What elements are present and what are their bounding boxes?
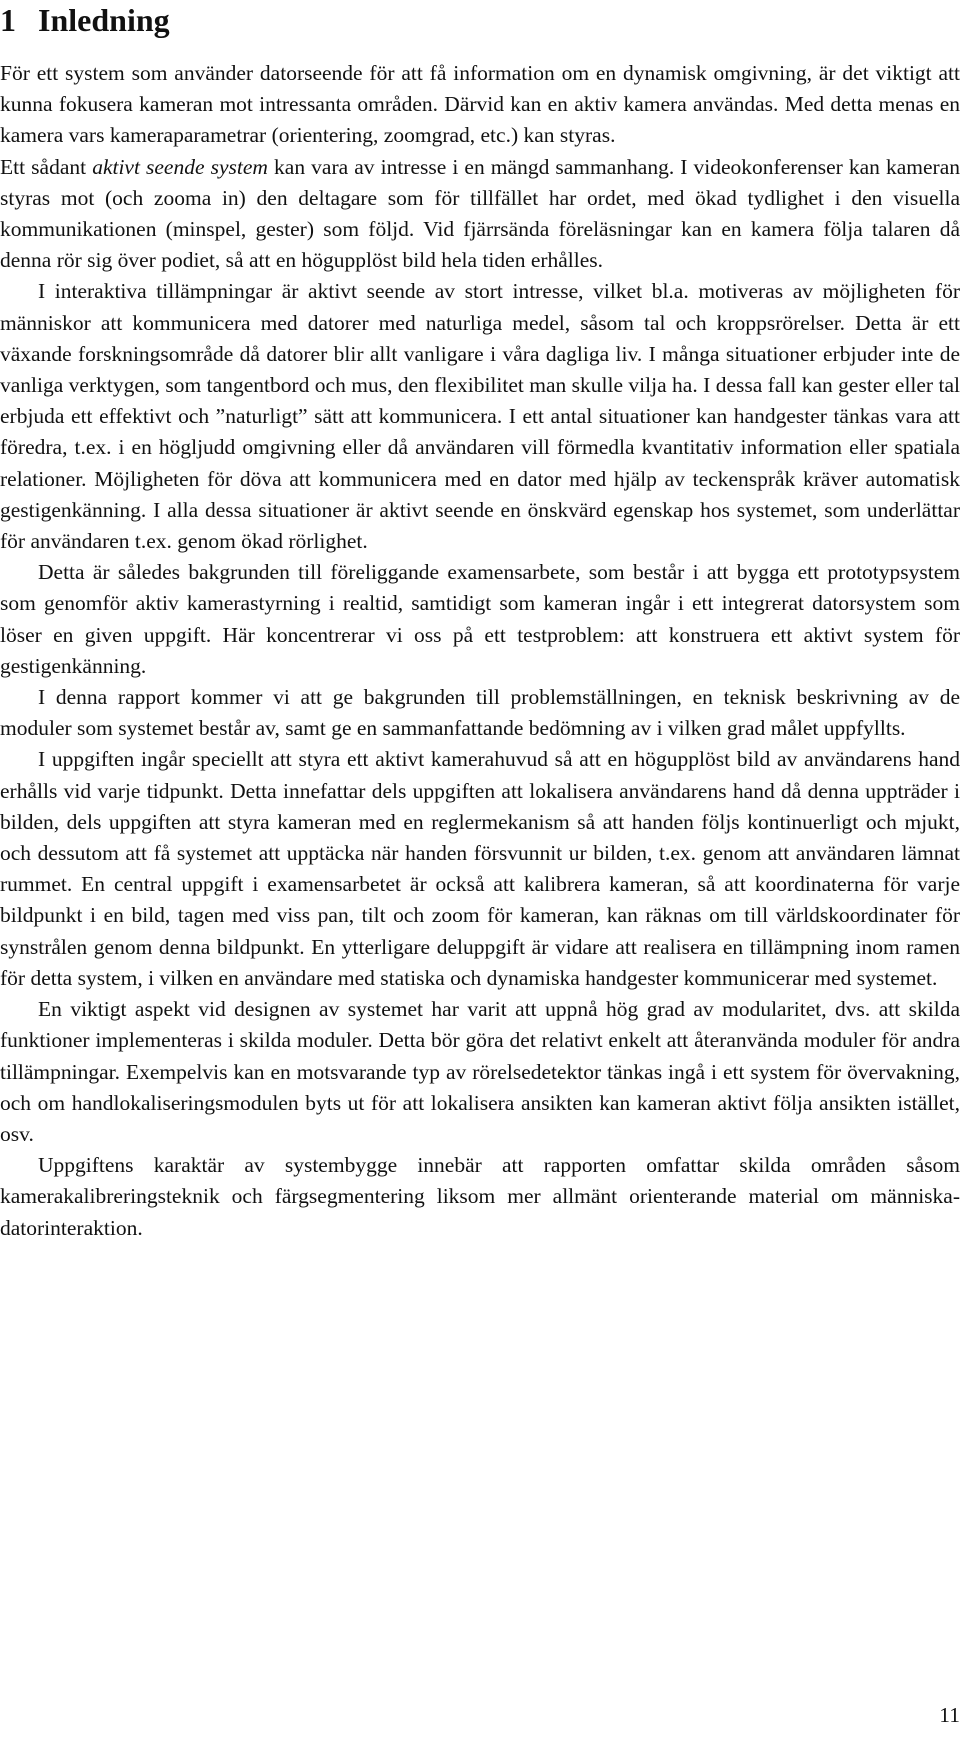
paragraph-background: Detta är således bakgrunden till föreliggande examensarbete, som består i att bygga ett prototypsystem som genomför aktiv kamerastyrning i realtid, samtidigt som kameran ingår i ett integrerat datorsystem som löser en given uppgift. Här koncentrerar vi oss på ett testproblem: att konstruera ett aktivt system för gestigenkänning. xyxy=(0,560,960,678)
paragraph-scope: Uppgiftens karaktär av systembygge innebär att rapporten omfattar skilda områden såsom kamerakalibreringsteknik och färgsegmentering liksom mer allmänt orienterande material om människa-datorinteraktion. xyxy=(0,1153,960,1240)
paragraph-modularity: En viktigt aspekt vid designen av systemet har varit att uppnå hög grad av modularitet, dvs. att skilda funktioner implementeras i skilda moduler. Detta bör göra det relativt enkelt att återanvända moduler för andra tillämpningar. Exempelvis kan en motsvarande typ av rörelsedetektor tänkas ingå i ett system för övervakning, och om handlokaliseringsmodulen byts ut för att lokalisera ansikten kan kameran aktivt följa ansikten istället, osv. xyxy=(0,997,960,1146)
emphasis-term: aktivt seende system xyxy=(92,154,268,179)
paragraph-intro: För ett system som använder datorseende för att få information om en dynamisk omgivning, är det viktigt att kunna fokusera kameran mot intressanta områden. Därvid kan en aktiv kamera användas. Med detta menas en kamera vars kameraparametrar (orientering, zoomgrad, etc.) kan styras. xyxy=(0,61,960,148)
paragraph-rest-text: kan vara av intresse i en mängd sammanhang. I videokonferenser kan kameran styras mot (och zooma in) den deltagare som för tillfället har ordet, med ökad tydlighet i den visuella kommunikationen (minspel, gester) som följd. Vid fjärrsända föreläsningar kan en kamera följa talaren då denna rör sig över podiet, så att en högupplöst bild hela tiden erhålles. xyxy=(0,154,960,273)
section-heading xyxy=(0,2,170,38)
paragraph-report-outline: I denna rapport kommer vi att ge bakgrunden till problemställningen, en teknisk beskrivning av de moduler som systemet består av, samt ge en sammanfattande bedömning av i vilken grad målet uppfyllts. xyxy=(0,685,960,741)
section-number: 1 xyxy=(0,2,16,38)
paragraph-active-vision xyxy=(0,152,960,277)
body-text xyxy=(0,58,960,1244)
section-title: Inledning xyxy=(38,2,170,38)
paragraph-interactive: I interaktiva tillämpningar är aktivt seende av stort intresse, vilket bl.a. motiveras av möjligheten för människor att kommunicera med datorer med naturliga medel, såsom tal och kroppsrörelser. Detta är ett växande forskningsområde då datorer blir allt vanligare i våra dagliga liv. I många situationer erbjuder inte de vanliga verktygen, som tangentbord och mus, den flexibilitet man skulle vilja ha. I dessa fall kan gester eller tal erbjuda ett effektivt och ”naturligt” sätt att kommunicera. I ett antal situationer kan handgester tänkas vara att föredra, t.ex. i en högljudd omgivning eller då användaren vill förmedla kvantitativ information eller spatiala relationer. Möjligheten för döva att kommunicera med en dator med hjälp av teckenspråk kräver automatisk gestigenkänning. I alla dessa situationer är aktivt seende en önskvärd egenskap hos systemet, som underlättar för användaren t.ex. genom ökad rörlighet. xyxy=(0,279,960,554)
paragraph-lead-text: Ett sådant xyxy=(0,154,93,179)
page-number: 11 xyxy=(939,1703,960,1727)
paragraph-task: I uppgiften ingår speciellt att styra ett aktivt kamerahuvud så att en högupplöst bild av användarens hand erhålls vid varje tidpunkt. Detta innefattar dels uppgiften att lokalisera användarens hand då denna uppträder i bilden, dels uppgiften att styra kameran med en reglermekanism så att handen följs kontinuerligt och mjukt, och dessutom att få systemet att upptäcka när handen försvunnit ur bilden, t.ex. genom att användaren lämnat rummet. En central uppgift i examensarbetet är också att kalibrera kameran, så att koordinaterna för varje bildpunkt i en bild, tagen med viss pan, tilt och zoom för kameran, kan räknas om till världskoordinater för synstrålen genom denna bildpunkt. En ytterligare deluppgift är vidare att realisera en tillämpning inom ramen för detta system, i vilken en användare med statiska och dynamiska handgester kommunicerar med systemet. xyxy=(0,747,960,990)
